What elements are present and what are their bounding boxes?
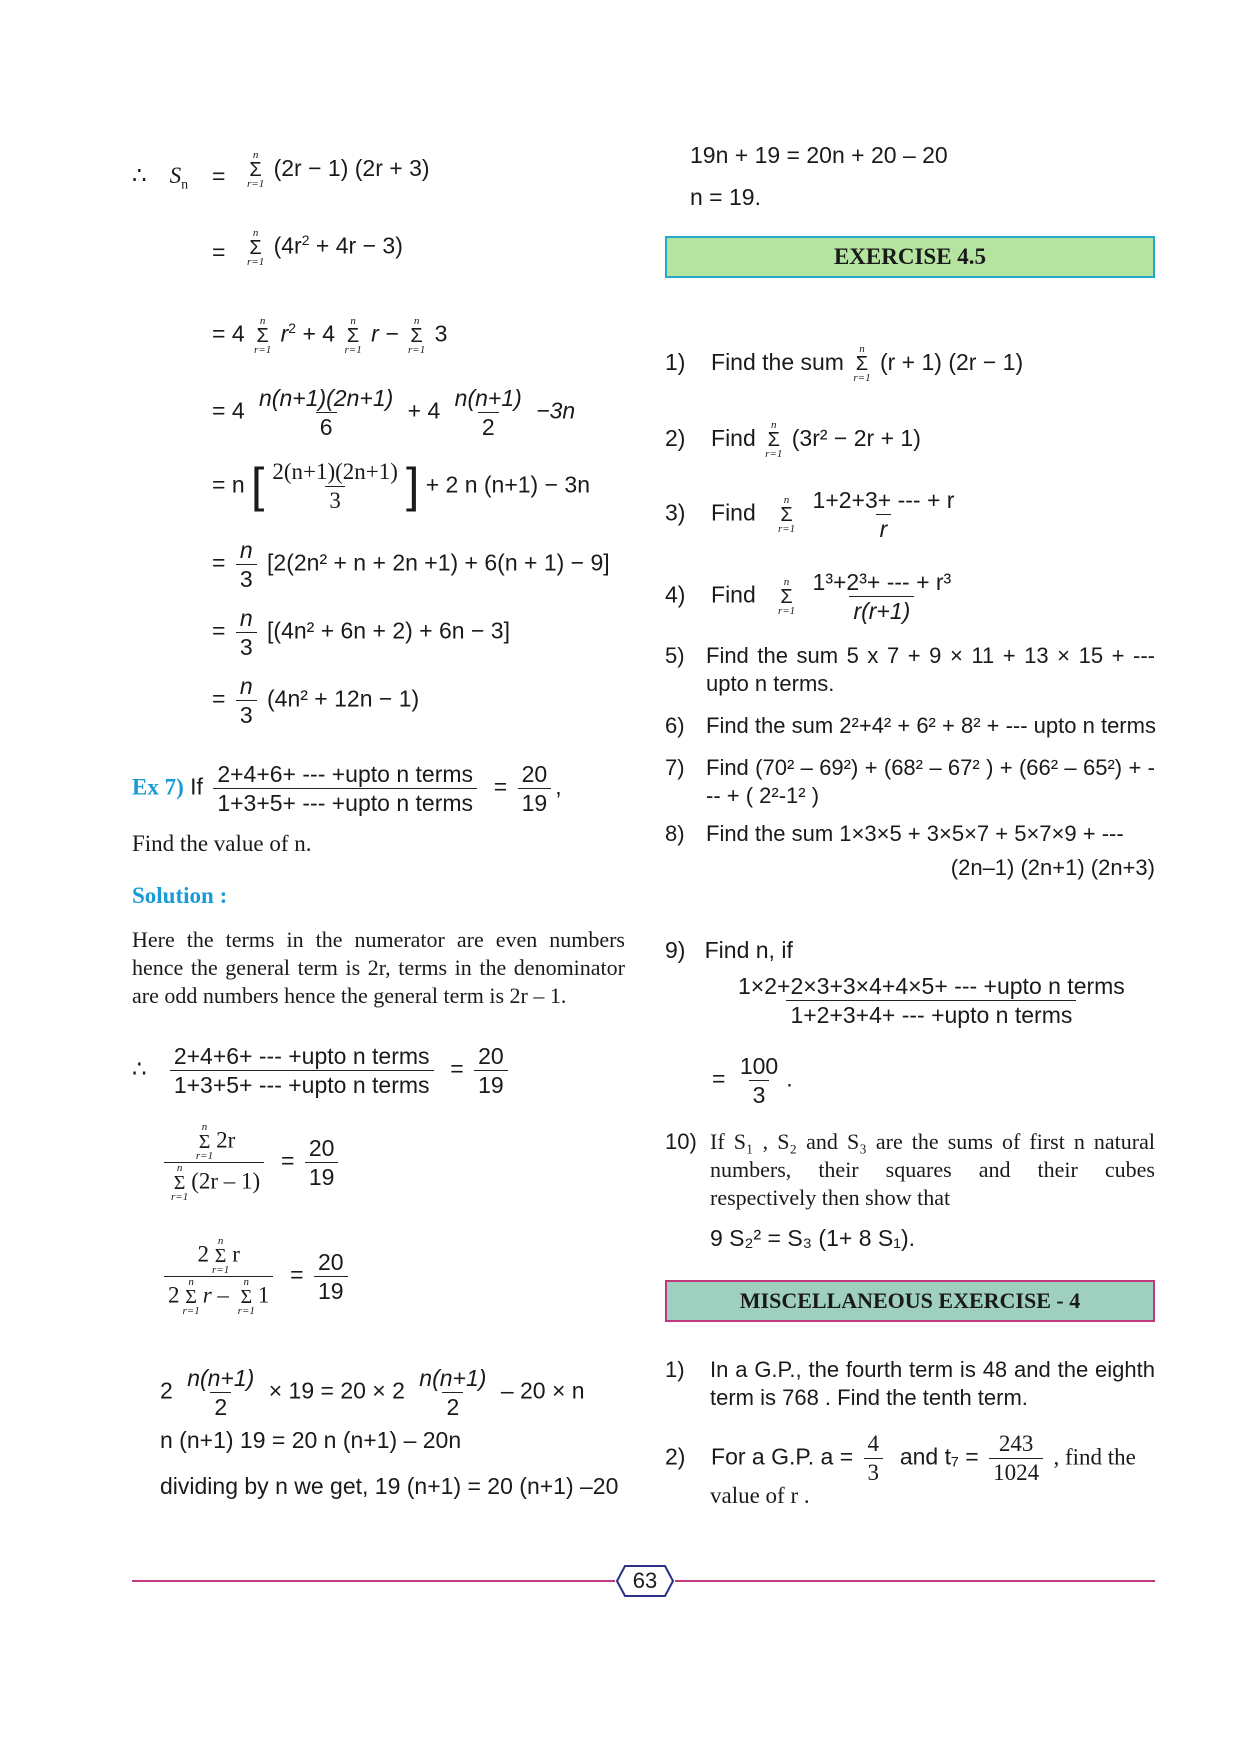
sigma-icon: n Σ r=1 xyxy=(407,314,426,356)
exercise-q4: 4) Find n Σ r=1 $\frac{\text{1³+2³+ --- + r³}}{r(r+1)}$ xyxy=(665,569,952,624)
sum-expr-5: = n [ $\frac{2(n+1)(2n+1)}{3}$ ] + 2 n (n+1) − 3n xyxy=(212,459,591,513)
exercise-q10-equation: 9 S₂² = S₃ (1+ 8 S₁). xyxy=(710,1225,916,1251)
sigma-icon: n Σ r=1 xyxy=(212,1235,230,1276)
misc-exercise-heading: MISCELLANEOUS EXERCISE - 4 xyxy=(665,1280,1155,1322)
misc-q1: In a G.P., the fourth term is 48 and the eighth term is 768 . Find the tenth term. xyxy=(710,1357,1155,1410)
solution-heading: Solution : xyxy=(132,883,228,908)
solution-step-4: 2 $\frac{n(n+1)}{2}$ × 19 = 20 × 2 $\frac{n(n+1)}{2}$ – 20 × n xyxy=(160,1365,585,1420)
exercise-q10: If S₁ , S₂ and S₃ are the sums of first n natural numbers, their squares and their cubes respectively then show that xyxy=(710,1129,1155,1210)
sigma-icon: n Σ r=1 xyxy=(195,1121,214,1162)
solution-step-1: ∴ $\frac{\text{2+4+6+ --- +upto n terms}}{\text{1+3+5+ --- +upto n terms}}$ = $\frac{20}{19}$ xyxy=(132,1042,512,1099)
solution-step-5: n (n+1) 19 = 20 n (n+1) – 20n xyxy=(160,1427,462,1453)
exercise-q9-fraction: $\frac{\text{1×2+2×3+3×4+4×5+ --- +upto n terms}}{\text{1+2+3+4+ --- +upto n terms}}$ xyxy=(738,973,1125,1028)
exercise-q8-number: 8) xyxy=(665,821,685,846)
sum-expr-8: = $\frac{n}{3}$ (4n² + 12n − 1) xyxy=(212,673,420,728)
right-line-1: 19n + 19 = 20n + 20 – 20 xyxy=(690,142,948,168)
sigma-icon: n Σ r=1 xyxy=(182,1276,200,1317)
exercise-q6-number: 6) xyxy=(665,713,685,738)
eq-1: = xyxy=(212,163,226,189)
page-number: 63 xyxy=(632,1568,658,1593)
misc-q2-tail: value of r . xyxy=(710,1483,810,1508)
exercise-q9-result: = $\frac{100}{3}$ . xyxy=(712,1053,793,1108)
line-sn-sum: ∴ $S_n$ xyxy=(132,163,189,193)
solution-step-3: 2 n Σ r=1 r 2 n Σ r=1 r – n Σ r=1 1 = $\frac{20}{19}$ xyxy=(160,1236,352,1317)
eq-2: = xyxy=(212,239,226,265)
right-line-2: n = 19. xyxy=(690,184,761,210)
exercise-q5: Find the sum 5 x 7 + 9 × 11 + 13 × 15 + --- upto n terms. xyxy=(706,643,1155,696)
misc-q1-number: 1) xyxy=(665,1357,685,1382)
find-value-text: Find the value of n. xyxy=(132,831,312,856)
sum-expr-7: = $\frac{n}{3}$ [(4n² + 6n + 2) + 6n − 3] xyxy=(212,605,510,660)
sigma-icon: n Σ r=1 xyxy=(247,226,265,268)
solution-paragraph: Here the terms in the numerator are even numbers hence the general term is 2r, terms in the denominator are odd numbers hence the general term is 2r – 1. xyxy=(132,927,625,1008)
sigma-icon: n Σ r=1 xyxy=(171,1162,189,1203)
exercise-q10-number: 10) xyxy=(665,1129,697,1154)
exercise-q6: Find the sum 2²+4² + 6² + 8² + --- upto n terms xyxy=(706,713,1156,738)
sum-expr-6: = $\frac{n}{3}$ [2(2n² + n + 2n +1) + 6(n + 1) − 9] xyxy=(212,537,610,592)
sigma-icon: n Σ r=1 xyxy=(853,343,871,384)
sigma-icon: n Σ r=1 xyxy=(777,493,796,535)
exercise-q3: 3) Find n Σ r=1 $\frac{1+2+3+ --- + r}{r}$ xyxy=(665,487,955,542)
misc-q2: 2) For a G.P. a = $\frac{4}{3}$ and t₇ = $\frac{243}{1024}$ , find the xyxy=(665,1431,1136,1485)
sum-expr-3: = 4 n Σ r=1 $r^2 + 4$ n Σ r=1 r − n Σ r=1 3 xyxy=(212,314,448,356)
sum-expr-2: n Σ r=1 $(4r^2 + 4r - 3)$ xyxy=(247,226,403,268)
sigma-icon: n Σ r=1 xyxy=(247,149,265,190)
exercise-q2: 2) Find n Σ r=1 (3r² − 2r + 1) xyxy=(665,419,921,460)
sigma-icon: n Σ r=1 xyxy=(777,575,796,617)
footer-rule-left xyxy=(132,1580,615,1582)
sigma-icon: n Σ r=1 xyxy=(765,419,783,460)
footer-rule-right xyxy=(675,1580,1155,1582)
exercise-q5-number: 5) xyxy=(665,643,685,668)
exercise-q8: Find the sum 1×3×5 + 3×5×7 + 5×7×9 + --- xyxy=(706,821,1124,846)
sum-expr-1: n Σ r=1 (2r − 1) (2r + 3) xyxy=(247,149,430,190)
exercise-q8-tail: (2n–1) (2n+1) (2n+3) xyxy=(950,855,1155,880)
solution-step-2: n Σ r=1 2r n Σ r=1 (2r – 1) = $\frac{20}{19}$ xyxy=(160,1122,342,1203)
exercise-q9: 9) Find n, if xyxy=(665,937,793,963)
exercise-q1: 1) Find the sum n Σ r=1 (r + 1) (2r − 1) xyxy=(665,343,1024,384)
sigma-icon: n Σ r=1 xyxy=(237,1276,255,1317)
exercise-heading: EXERCISE 4.5 xyxy=(665,236,1155,278)
example-7: Ex 7) If $\frac{\text{2+4+6+ --- +upto n terms}}{\text{1+3+5+ --- +upto n terms}}$ = $\frac{20}{19}$ , xyxy=(132,761,562,816)
sigma-icon: n Σ r=1 xyxy=(254,314,272,356)
sum-expr-4: = 4 $\frac{n(n+1)(2n+1)}{6}$ + 4 $\frac{n(n+1)}{2}$ −3n xyxy=(212,385,576,440)
exercise-q7-number: 7) xyxy=(665,755,685,780)
solution-step-6: dividing by n we get, 19 (n+1) = 20 (n+1) –20 xyxy=(160,1473,619,1499)
exercise-q7: Find (70² – 69²) + (68² – 67² ) + (66² – 65²) + --- + ( 2²-1² ) xyxy=(706,755,1155,808)
sigma-icon: n Σ r=1 xyxy=(344,314,362,356)
